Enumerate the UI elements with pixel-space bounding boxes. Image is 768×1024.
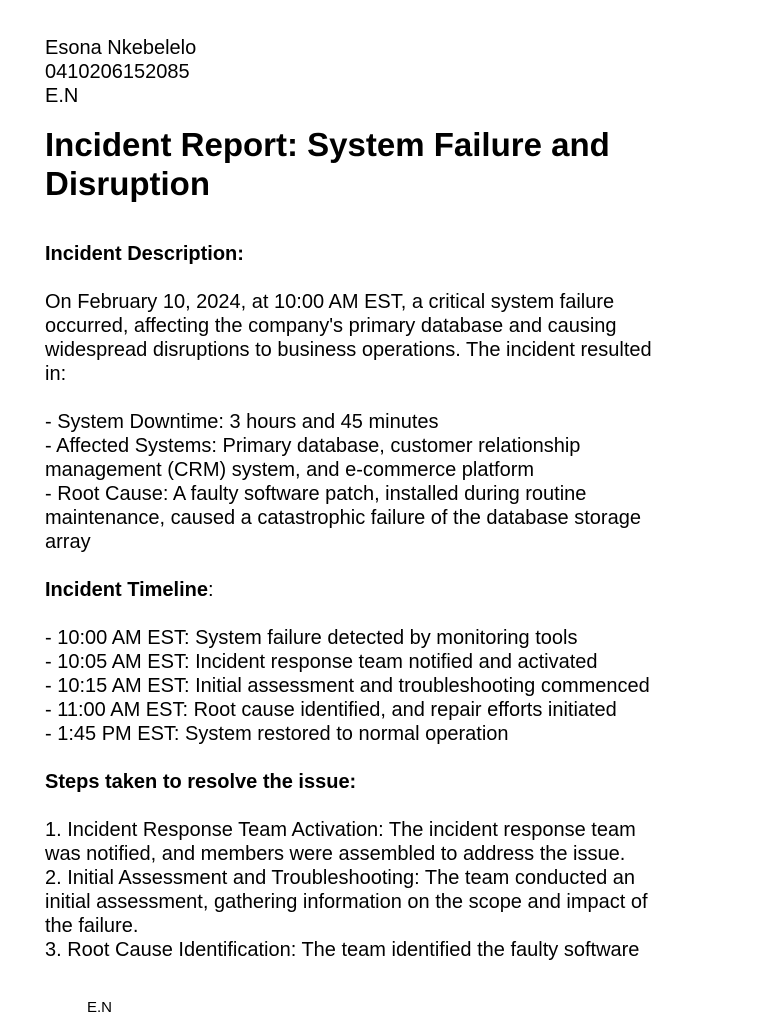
- steps-line: initial assessment, gathering information on the scope and impact of: [45, 891, 648, 913]
- author-id-number: 0410206152085: [45, 61, 190, 83]
- title-line: Disruption: [45, 165, 210, 202]
- steps-section: [45, 770, 735, 962]
- description-paragraph-line: in:: [45, 363, 67, 385]
- author-initials: E.N: [45, 85, 79, 107]
- timeline-item: - 11:00 AM EST: Root cause identified, and repair efforts initiated: [45, 699, 617, 721]
- description-list-line: - System Downtime: 3 hours and 45 minutes: [45, 411, 439, 433]
- description-list-line: array: [45, 531, 91, 553]
- description-paragraph-line: occurred, affecting the company's primary database and causing: [45, 315, 617, 337]
- title-line: Incident Report: System Failure and: [45, 126, 610, 163]
- steps-line: was notified, and members were assembled to address the issue.: [45, 843, 626, 865]
- steps-line: 2. Initial Assessment and Troubleshooting: The team conducted an: [45, 867, 635, 889]
- timeline-item: - 10:05 AM EST: Incident response team notified and activated: [45, 651, 598, 673]
- steps-line: the failure.: [45, 915, 139, 937]
- timeline-item: - 1:45 PM EST: System restored to normal operation: [45, 723, 509, 745]
- timeline-item: - 10:15 AM EST: Initial assessment and troubleshooting commenced: [45, 675, 650, 697]
- steps-line: 3. Root Cause Identification: The team identified the faulty software: [45, 939, 640, 961]
- timeline-section: [45, 578, 735, 746]
- description-heading: Incident Description:: [45, 243, 244, 265]
- author-block: [45, 36, 735, 108]
- description-section: [45, 242, 735, 554]
- description-list-line: management (CRM) system, and e-commerce platform: [45, 459, 535, 481]
- timeline-heading-colon: :: [208, 579, 214, 601]
- timeline-heading: Incident Timeline: [45, 579, 208, 601]
- author-name: Esona Nkebelelo: [45, 37, 197, 59]
- timeline-item: - 10:00 AM EST: System failure detected by monitoring tools: [45, 627, 578, 649]
- description-list-line: maintenance, caused a catastrophic failure of the database storage: [45, 507, 641, 529]
- description-list-line: - Root Cause: A faulty software patch, installed during routine: [45, 483, 587, 505]
- description-paragraph-line: widespread disruptions to business operations. The incident resulted: [45, 339, 652, 361]
- document-page: [45, 36, 735, 962]
- timeline-heading-row: [45, 578, 735, 602]
- page-footer-initials: E.N: [87, 999, 113, 1016]
- steps-line: 1. Incident Response Team Activation: The incident response team: [45, 819, 636, 841]
- description-paragraph-line: On February 10, 2024, at 10:00 AM EST, a critical system failure: [45, 291, 615, 313]
- steps-heading: Steps taken to resolve the issue:: [45, 771, 357, 793]
- description-list-line: - Affected Systems: Primary database, customer relationship: [45, 435, 581, 457]
- document-title: [45, 125, 735, 203]
